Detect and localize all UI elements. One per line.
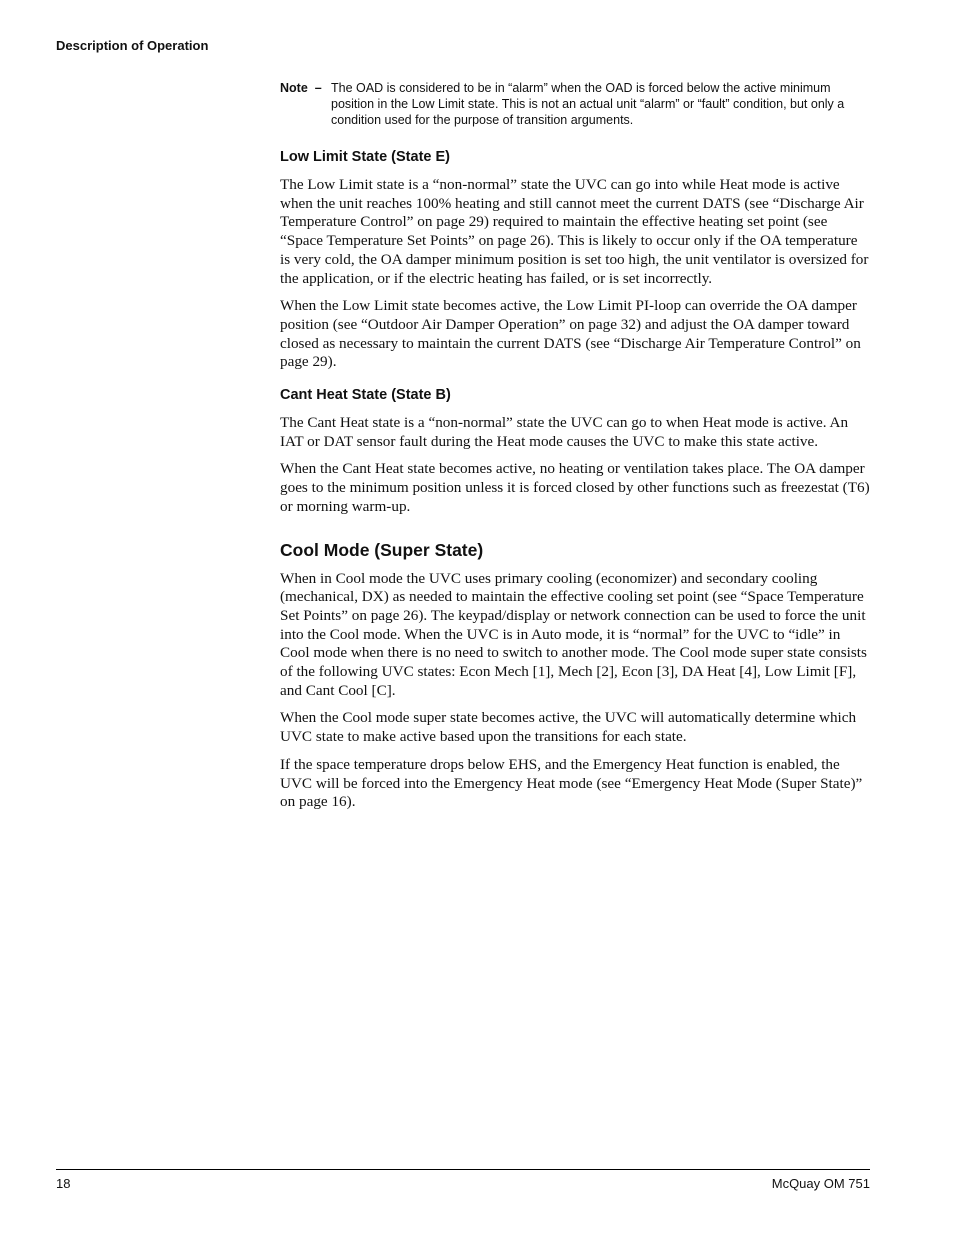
note-label-group	[280, 80, 322, 96]
cant-heat-heading: Cant Heat State (State B)	[280, 387, 451, 404]
cool-mode-heading: Cool Mode (Super State)	[280, 539, 484, 560]
cool-mode-paragraph-2: When the Cool mode super state becomes active, the UVC will automatically determine which UVC state to make active based upon the transitions for each state.	[280, 709, 857, 746]
document-id: McQuay OM 751	[771, 1176, 870, 1191]
cool-mode-paragraph-3: If the space temperature drops below EHS, and the Emergency Heat function is enabled, the UVC will be forced into the Emergency Heat mode (see “Emergency Heat Mode (Super State)” on page 16).	[280, 755, 863, 811]
cant-heat-paragraph-2: When the Cant Heat state becomes active, no heating or ventilation takes place. The OA damper goes to the minimum position unless it is forced closed by other functions such as freezestat (T6) or morning warm-up.	[280, 460, 870, 515]
footer-divider	[56, 1169, 870, 1170]
note-block	[280, 80, 870, 128]
running-header: Description of Operation	[56, 38, 209, 53]
cant-heat-paragraph-1: The Cant Heat state is a “non-normal” state the UVC can go to when Heat mode is active. An IAT or DAT sensor fault during the Heat mode causes the UVC to make this state active.	[280, 414, 849, 450]
note-label: Note	[280, 81, 308, 95]
low-limit-heading: Low Limit State (State E)	[280, 149, 450, 165]
note-text: The OAD is considered to be in “alarm” when the OAD is forced below the active minimum position in the Low Limit state. This is not an actual unit “alarm” or “fault” condition, but only a condition used for the purpose of transition arguments.	[331, 81, 845, 127]
cool-mode-paragraph-1: When in Cool mode the UVC uses primary cooling (economizer) and secondary cooling (mechanical, DX) as needed to maintain the effective cooling set point (see “Space Temperature Set Points” on page 26). The keypad/display or network connection can be used to force the unit into the Cool mode. When the UVC is in Auto mode, it is “normal” for the UVC to “idle” in Cool mode when there is no need to switch to another mode. The Cool mode super state consists of the following UVC states: Econ Mech [1], Mech [2], Econ [3], DA Heat [4], Low Limit [F], and Cant Cool [C].	[280, 569, 867, 699]
page-number: 18	[56, 1176, 71, 1191]
low-limit-paragraph-2: When the Low Limit state becomes active, the Low Limit PI-loop can override the OA damper position (see “Outdoor Air Damper Operation” on page 32) and adjust the OA damper toward closed as necessary to maintain the current DATS (see “Discharge Air Temperature Control” on page 29).	[280, 297, 861, 371]
low-limit-paragraph-1: The Low Limit state is a “non-normal” state the UVC can go into while Heat mode is active when the unit reaches 100% heating and still cannot meet the current DATS (see “Discharge Air Temperature Control” on page 29) required to maintain the effective heating set point (see “Space Temperature Set Points” on page 26). This is likely to occur only if the OA temperature is very cold, the OA damper minimum position is set too high, the unit ventilator is oversized for the application, or if the electric heating has failed, or is set incorrectly.	[280, 176, 869, 287]
note-dash: –	[314, 81, 322, 95]
page-content	[280, 80, 870, 821]
